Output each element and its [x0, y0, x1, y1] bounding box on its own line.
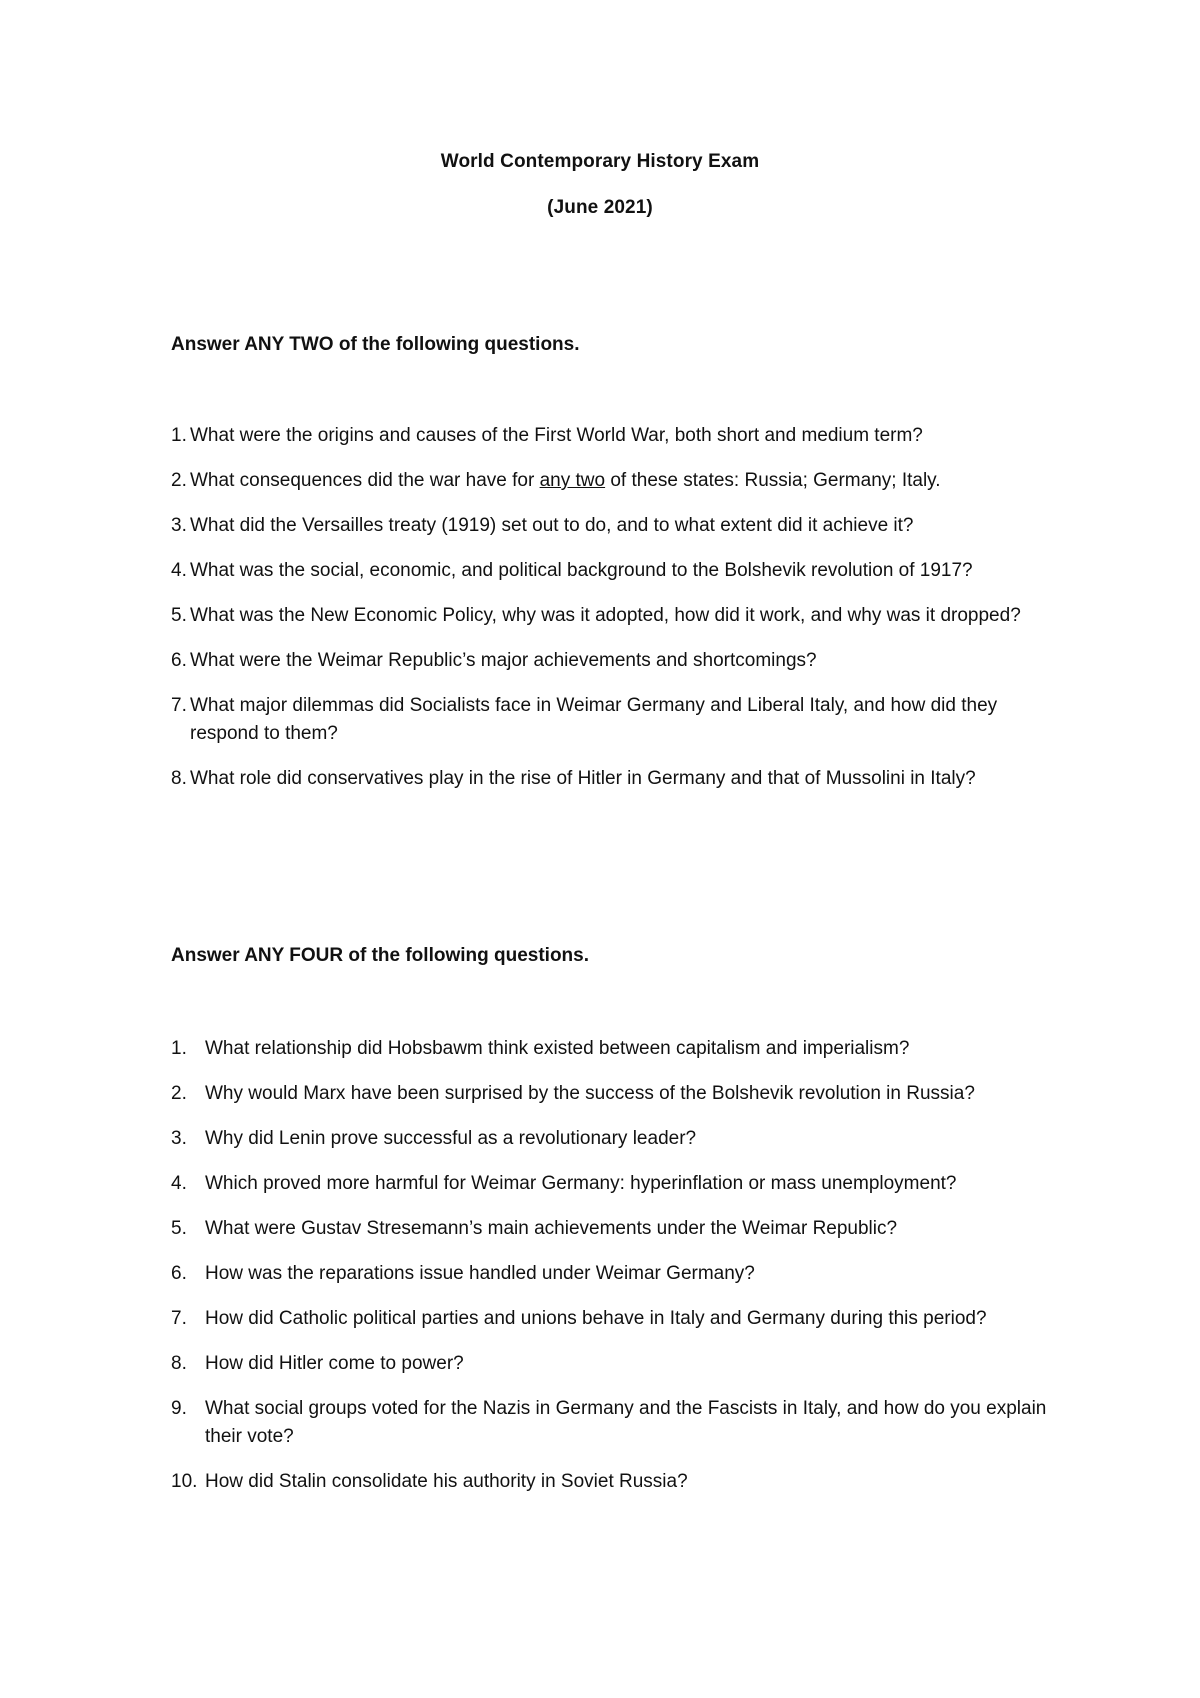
question-item: [171, 1260, 1051, 1288]
question-text: What relationship did Hobsbawm think existed between capitalism and imperialism?: [205, 1038, 910, 1059]
question-text: Why did Lenin prove successful as a revolutionary leader?: [205, 1128, 697, 1149]
question-text-underlined: any two: [539, 470, 606, 491]
question-number: 1.: [171, 425, 187, 446]
question-text: How did Stalin consolidate his authority in Soviet Russia?: [205, 1471, 688, 1492]
question-item: [171, 692, 1051, 748]
section-2-heading: Answer ANY FOUR of the following questions.: [171, 945, 590, 966]
question-text: Why would Marx have been surprised by the success of the Bolshevik revolution in Russia?: [205, 1083, 975, 1104]
question-text: How did Catholic political parties and unions behave in Italy and Germany during this period?: [205, 1308, 987, 1329]
exam-date: (June 2021): [547, 197, 653, 218]
question-item: [171, 467, 1051, 495]
question-item: [171, 1468, 1051, 1496]
question-number: 10.: [171, 1471, 198, 1492]
question-number: 8.: [171, 1353, 187, 1374]
question-text: What were Gustav Stresemann’s main achievements under the Weimar Republic?: [205, 1218, 898, 1239]
question-number: 2.: [171, 470, 187, 491]
question-item: [171, 1395, 1051, 1451]
question-number: 8.: [171, 768, 187, 789]
question-text: What social groups voted for the Nazis in Germany and the Fascists in Italy, and how do you explain their vote?: [205, 1398, 1047, 1447]
question-item: [171, 1215, 1051, 1243]
section-1-heading: Answer ANY TWO of the following questions.: [171, 334, 580, 355]
question-number: 6.: [171, 1263, 187, 1284]
question-text: How did Hitler come to power?: [205, 1353, 464, 1374]
question-text: What was the New Economic Policy, why was it adopted, how did it work, and why was it dropped?: [190, 605, 1021, 626]
question-text: What did the Versailles treaty (1919) set out to do, and to what extent did it achieve it?: [190, 515, 914, 536]
question-text: What major dilemmas did Socialists face in Weimar Germany and Liberal Italy, and how did they respond to them?: [190, 695, 998, 744]
question-item: [171, 1035, 1051, 1063]
question-text: What were the origins and causes of the First World War, both short and medium term?: [190, 425, 923, 446]
question-item: [171, 557, 1051, 585]
question-text: Which proved more harmful for Weimar Germany: hyperinflation or mass unemployment?: [205, 1173, 957, 1194]
question-text: What was the social, economic, and political background to the Bolshevik revolution of 1917?: [190, 560, 973, 581]
question-number: 3.: [171, 515, 187, 536]
exam-title: World Contemporary History Exam: [440, 151, 760, 172]
question-number: 7.: [171, 695, 187, 716]
question-number: 1.: [171, 1038, 187, 1059]
question-number: 4.: [171, 1173, 187, 1194]
question-number: 7.: [171, 1308, 187, 1329]
question-item: [171, 1305, 1051, 1333]
question-text: How was the reparations issue handled under Weimar Germany?: [205, 1263, 755, 1284]
question-number: 9.: [171, 1398, 187, 1419]
question-item: [171, 422, 1051, 450]
question-item: [171, 765, 1051, 793]
section-1-question-list: [171, 422, 1051, 810]
question-number: 3.: [171, 1128, 187, 1149]
question-item: [171, 512, 1051, 540]
question-item: [171, 647, 1051, 675]
question-number: 6.: [171, 650, 187, 671]
question-text-before: What consequences did the war have for: [190, 470, 540, 491]
question-number: 2.: [171, 1083, 187, 1104]
section-2-question-list: [171, 1035, 1051, 1513]
question-item: [171, 1080, 1051, 1108]
question-number: 4.: [171, 560, 187, 581]
question-item: [171, 1125, 1051, 1153]
question-text: [190, 467, 1051, 495]
question-number: 5.: [171, 605, 187, 626]
question-text: What were the Weimar Republic’s major achievements and shortcomings?: [190, 650, 817, 671]
question-item: [171, 602, 1051, 630]
question-number: 5.: [171, 1218, 187, 1239]
question-text: What role did conservatives play in the rise of Hitler in Germany and that of Mussolini in Italy?: [190, 768, 976, 789]
question-item: [171, 1170, 1051, 1198]
question-item: [171, 1350, 1051, 1378]
question-text-after: of these states: Russia; Germany; Italy.: [605, 470, 941, 491]
